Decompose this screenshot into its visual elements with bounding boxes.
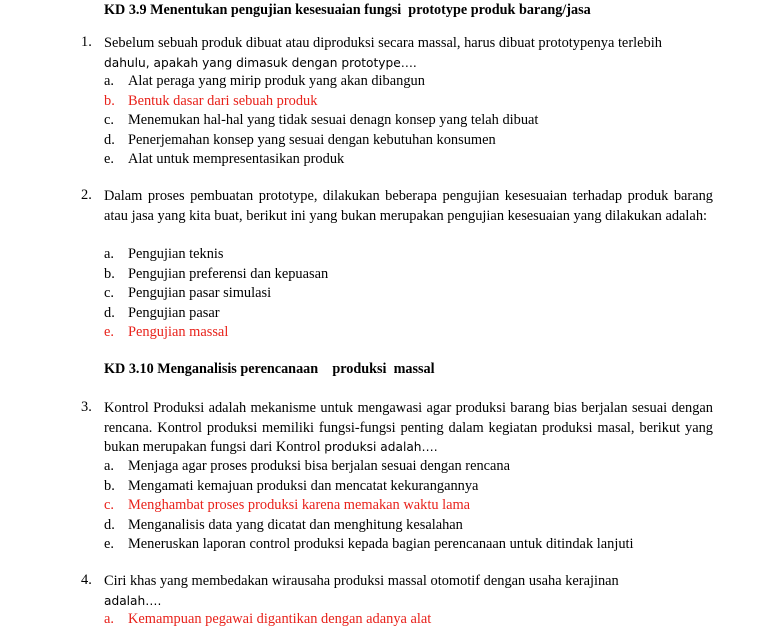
question-1-number: 1. bbox=[81, 34, 92, 50]
question-2-number: 2. bbox=[81, 187, 92, 203]
question-2-option-c[interactable]: c. Pengujian pasar simulasi bbox=[104, 285, 272, 301]
question-2-options bbox=[104, 245, 724, 343]
question-4-text bbox=[104, 572, 713, 611]
question-2-option-b[interactable]: b. Pengujian preferensi dan kepuasan bbox=[104, 265, 329, 282]
question-1-option-a[interactable]: a. Alat peraga yang mirip produk yang akan dibangun bbox=[104, 73, 425, 89]
question-2-option-a[interactable]: a. Pengujian teknis bbox=[104, 246, 224, 262]
question-3-options bbox=[104, 457, 724, 555]
question-1-option-e[interactable]: e. Alat untuk mempresentasikan produk bbox=[104, 151, 345, 167]
question-3-option-b[interactable]: b. Mengamati kemajuan produksi dan mencatat kekurangannya bbox=[104, 477, 479, 494]
question-4-text-line-2: adalah…. bbox=[104, 593, 162, 608]
question-3-option-d[interactable]: d. Menganalisis data yang dicatat dan menghitung kesalahan bbox=[104, 516, 463, 533]
question-3-text: Kontrol Produksi adalah mekanisme untuk mengawasi agar produksi barang bias berjalan sesuai dengan rencana. Kontrol produksi memiliki fungsi-fungsi penting dalam kegiatan produksi masal, berikut yang bukan merupakan fungsi dari Kontrol produksi adalah…. bbox=[104, 400, 713, 455]
question-1-text-line-1: Sebelum sebuah produk dibuat atau diproduksi secara massal, harus dibuat prototypenya terlebih bbox=[104, 35, 662, 51]
question-4-text-line-1: Ciri khas yang membedakan wirausaha produksi massal otomotif dengan usaha kerajinan bbox=[104, 573, 619, 589]
question-1-text-line-2: dahulu, apakah yang dimasuk dengan prototype…. bbox=[104, 55, 417, 70]
question-4-option-a-correct[interactable]: a. Kemampuan pegawai digantikan dengan adanya alat bbox=[104, 611, 432, 627]
question-4-number: 4. bbox=[81, 572, 92, 588]
question-1-options bbox=[104, 72, 724, 170]
question-3-number: 3. bbox=[81, 399, 92, 415]
question-3-option-e[interactable]: e. Meneruskan laporan control produksi kepada bagian perencanaan untuk ditindak lanjuti bbox=[104, 536, 634, 552]
question-1-option-b-correct[interactable]: b. Bentuk dasar dari sebuah produk bbox=[104, 92, 318, 109]
question-1-option-d[interactable]: d. Penerjemahan konsep yang sesuai dengan kebutuhan konsumen bbox=[104, 131, 496, 148]
question-4-options bbox=[104, 610, 724, 630]
question-3-option-a[interactable]: a. Menjaga agar proses produksi bisa berjalan sesuai dengan rencana bbox=[104, 458, 511, 474]
question-1-text bbox=[104, 34, 713, 73]
question-2-text: Dalam proses pembuatan prototype, dilakukan beberapa pengujian kesesuaian terhadap produk barang atau jasa yang kita buat, berikut ini yang bukan merupakan pengujian kesesuaian yang dilakukan adalah: bbox=[104, 188, 713, 224]
question-3-option-c-correct[interactable]: c. Menghambat proses produksi karena memakan waktu lama bbox=[104, 497, 471, 513]
question-1-option-c[interactable]: c. Menemukan hal-hal yang tidak sesuai denagn konsep yang telah dibuat bbox=[104, 112, 539, 128]
section-heading-kd-3-9: KD 3.9 Menentukan pengujian kesesuaian fungsi prototype produk barang/jasa bbox=[104, 2, 591, 18]
question-2-option-e-correct[interactable]: e. Pengujian massal bbox=[104, 324, 229, 340]
question-2-option-d[interactable]: d. Pengujian pasar bbox=[104, 304, 220, 321]
section-heading-kd-3-10: KD 3.10 Menganalisis perencanaan produksi massal bbox=[104, 361, 435, 377]
